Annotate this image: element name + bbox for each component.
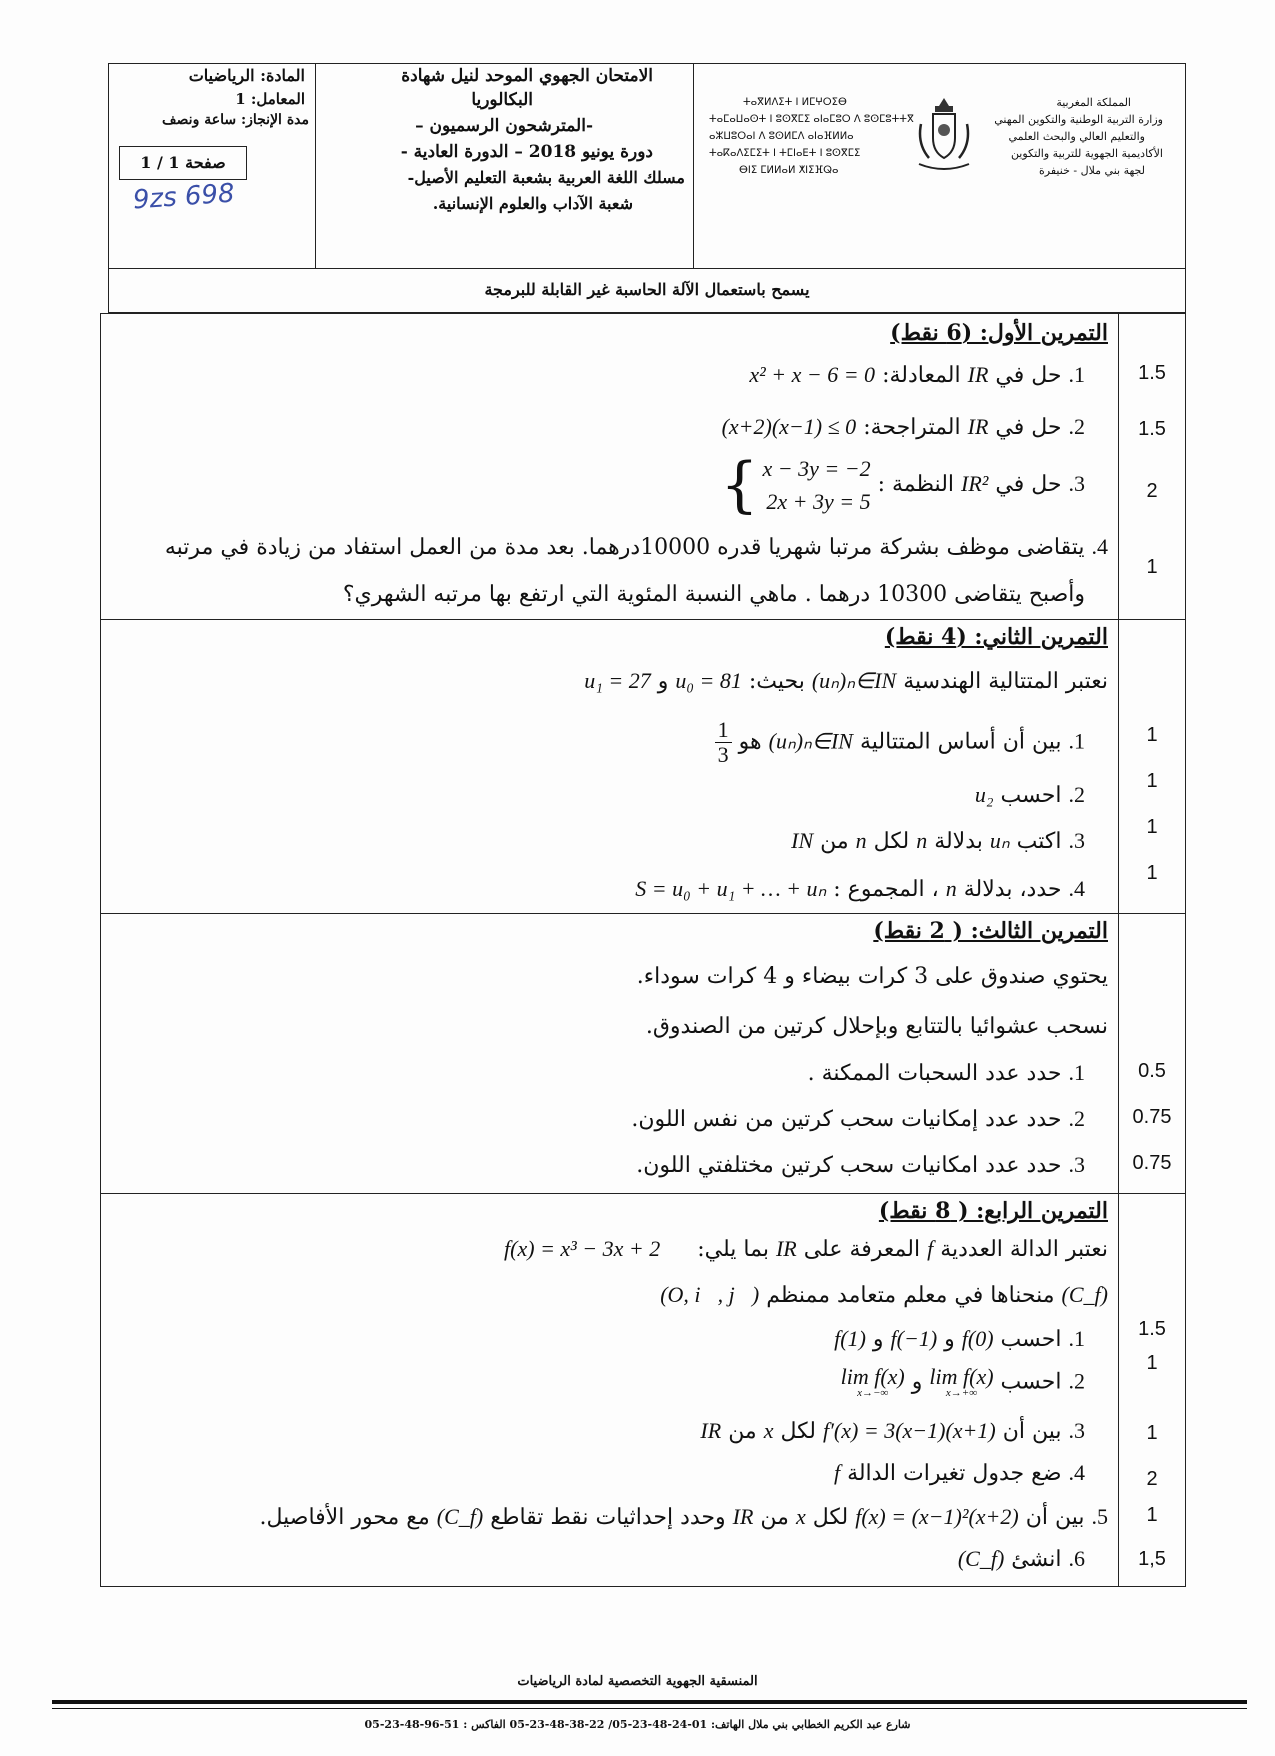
set-symbol: IR [775, 1236, 797, 1261]
exam-branch: شعبة الآداب والعلوم الإنسانية. [432, 194, 633, 213]
intro-text: المعرفة على [803, 1237, 921, 1262]
ministry-tifinagh-line: ⴰⵣⵡⵓⵔⴰⵏ ⴷ ⵓⵙⵍⵎⴷ ⴰⵏⴰⴼⵍⵍⴰ [709, 131, 854, 142]
ex2-question-2 [975, 782, 1085, 808]
question-text: احسب [1000, 783, 1062, 808]
variable-n: n [855, 828, 867, 853]
ex1-question-4-line-1 [165, 534, 1108, 560]
equation-system [720, 452, 870, 518]
exam-session: دورة يونيو 2018 – الدورة العادية - [400, 142, 653, 162]
question-text: من [760, 1505, 789, 1530]
system-equation-2: 2x + 3y = 5 [766, 489, 871, 514]
curve-symbol: (C_f) [1061, 1282, 1108, 1307]
ratio-fraction [715, 718, 732, 767]
variable-x: x [795, 1504, 806, 1529]
question-text: حل في [995, 415, 1062, 440]
and-word: و [911, 1369, 923, 1395]
footer-address: شارع عبد الكريم الخطابي بني ملال الهاتف: 01-24-48-23-05/ 22-38-48-23-05 الفاكس : 51-96-48-23-05 [364, 1718, 911, 1731]
limit-expression: lim f(x) [840, 1364, 905, 1389]
expression: f(1) [834, 1326, 866, 1351]
score-column-divider [1118, 313, 1119, 1587]
curve-symbol: (C_f) [957, 1546, 1005, 1571]
score-value: 1 [1146, 724, 1158, 746]
question-number: 1. [1068, 728, 1085, 754]
equation: x² + x − 6 = 0 [749, 362, 876, 387]
inequality: (x+2)(x−1) ≤ 0 [721, 414, 857, 439]
exercise-3-title: التمرين الثالث: ( 2 نقط) [873, 918, 1108, 944]
question-text: لكل [780, 1419, 816, 1444]
ministry-tifinagh-block [709, 94, 914, 179]
score-value: 0.75 [1132, 1106, 1172, 1128]
variable-n: n [945, 876, 957, 901]
header-ministry [693, 64, 1185, 268]
score-value: 0.5 [1138, 1060, 1166, 1082]
coefficient-label: المعامل: 1 [235, 90, 305, 108]
question-text: حدد، بدلالة [963, 877, 1062, 902]
score-value: 1 [1146, 816, 1158, 838]
set-symbol: IR [732, 1504, 754, 1529]
limit-plus-infinity [929, 1366, 993, 1399]
question-text: حل في [995, 472, 1062, 497]
frame-symbol: (O, i⃗, j⃗) [660, 1282, 760, 1307]
question-number: 3. [1068, 1152, 1085, 1177]
question-text: حدد عدد امكانيات سحب كرتين مختلفتي اللون. [636, 1153, 1062, 1178]
question-number: 4. [1068, 876, 1085, 901]
question-text: حدد عدد السحبات الممكنة . [807, 1061, 1062, 1086]
ex4-question-3 [700, 1418, 1085, 1444]
exercise-1-title: التمرين الأول: (6 نقط) [890, 320, 1108, 346]
question-text: ، المجموع : [833, 877, 939, 902]
question-number: 1. [1068, 362, 1085, 387]
variable-n: n [916, 828, 928, 853]
subject-label: المادة: الرياضيات [188, 66, 305, 85]
ex4-question-1 [834, 1326, 1085, 1352]
question-number: 5. [1091, 1504, 1108, 1529]
ex3-question-2 [631, 1106, 1085, 1132]
sum-formula: S = u₀ + u₁ + … + uₙ [635, 876, 827, 901]
set-symbol: IN [791, 828, 814, 853]
question-text: وحدد إحداثيات نقط تقاطع [490, 1505, 726, 1530]
general-term-symbol: uₙ [989, 828, 1010, 853]
ministry-arabic-block [994, 94, 1163, 179]
section-separator [100, 619, 1186, 620]
question-text: لكل [873, 829, 910, 854]
sequence-symbol: (uₙ)ₙ∈IN [768, 728, 853, 754]
question-text: حل في [995, 363, 1062, 388]
derivative-formula: f′(x) = 3(x−1)(x+1) [823, 1418, 996, 1443]
expression: f(−1) [890, 1326, 938, 1351]
and-word: و [944, 1327, 955, 1352]
footer-coordination: المنسقية الجهوية التخصصية لمادة الرياضيات [517, 1674, 758, 1689]
question-text: المعادلة: [882, 363, 961, 388]
question-text: من [820, 829, 849, 854]
limit-subscript: x→−∞ [857, 1387, 889, 1399]
duration-label: مدة الإنجاز: ساعة ونصف [162, 112, 309, 128]
set-symbol: IR [967, 362, 989, 387]
page-number-box: صفحة 1 / 1 [119, 146, 247, 180]
question-text: احسب [1000, 1369, 1062, 1395]
question-text: انشئ [1011, 1547, 1062, 1572]
curve-symbol: (C_f) [436, 1504, 484, 1529]
function-symbol: f [833, 1460, 841, 1485]
question-number: 2. [1068, 1106, 1085, 1131]
footer-rule [52, 1708, 1247, 1709]
question-number: 1. [1068, 1060, 1085, 1085]
and-word: و [657, 669, 669, 694]
ministry-arabic-line: والتعليم العالي والبحث العلمي [1008, 130, 1145, 143]
question-text: بدلالة [934, 829, 983, 854]
function-symbol: f [927, 1236, 934, 1261]
ex2-question-3 [791, 828, 1085, 854]
score-value: 1 [1146, 1352, 1158, 1374]
question-number: 1. [1068, 1326, 1085, 1351]
ministry-tifinagh-line: ⵜⴰⵎⴰⵡⴰⵙⵜ ⵏ ⵓⵙⴳⵎⵉ ⴰⵏⴰⵎⵓⵔ ⴷ ⵓⵙⵎⵓⵜⵜⴳ [709, 114, 914, 125]
question-text: بين أن [1025, 1505, 1085, 1530]
second-term: u₁ = 27 [584, 668, 651, 693]
exercise-4-title: التمرين الرابع: ( 8 نقط) [878, 1198, 1108, 1224]
function-definition: f(x) = x³ − 3x + 2 [504, 1236, 661, 1261]
score-value: 1 [1146, 770, 1158, 792]
exam-title-line-3: -المترشحون الرسميون – [415, 116, 593, 136]
initial-term: u₀ = 81 [675, 668, 742, 693]
ex3-intro-2: نسحب عشوائيا بالتتابع وبإحلال كرتين من الصندوق. [645, 1014, 1108, 1039]
header-subject-info [109, 64, 316, 268]
ex1-question-2 [722, 414, 1085, 440]
score-value: 1,5 [1138, 1548, 1166, 1570]
score-value: 1.5 [1138, 362, 1166, 384]
question-number: 3. [1068, 828, 1085, 853]
question-number: 2. [1068, 1368, 1085, 1394]
handwritten-code: 9zs 698 [132, 178, 236, 216]
score-value: 1 [1146, 556, 1158, 578]
ministry-arabic-line: لجهة بني ملال - خنيفرة [1039, 164, 1145, 177]
question-text: حدد عدد إمكانيات سحب كرتين من نفس اللون. [631, 1107, 1062, 1132]
ex4-intro-2 [660, 1282, 1108, 1308]
fraction-numerator: 1 [715, 718, 732, 743]
question-text: من [728, 1419, 757, 1444]
limit-subscript: x→+∞ [945, 1387, 978, 1399]
question-text: ضع جدول تغيرات الدالة [847, 1461, 1062, 1486]
and-word: و [872, 1327, 884, 1352]
set-symbol: IR [700, 1418, 722, 1443]
ex2-intro [584, 668, 1108, 694]
ex4-question-2 [841, 1366, 1085, 1399]
intro-text: منحناها في معلم متعامد ممنظم [766, 1283, 1055, 1308]
ministry-tifinagh-line: ⴱⵏⵉ ⵎⵍⵍⴰⵍ ⵅⵏⵉⴼⵕⴰ [739, 165, 839, 176]
term-symbol: u₂ [974, 782, 994, 807]
ministry-arabic-line: وزارة التربية الوطنية والتكوين المهني [994, 113, 1163, 126]
fraction-denominator: 3 [717, 742, 729, 768]
ministry-arabic-line: المملكة المغربية [1056, 96, 1131, 109]
question-number: 4. [1068, 1460, 1085, 1485]
ex1-question-3 [720, 452, 1085, 518]
question-text: هو [738, 729, 762, 755]
section-separator [100, 913, 1186, 914]
variable-x: x [763, 1418, 774, 1443]
score-value: 1.5 [1138, 418, 1166, 440]
question-text: يتقاضى موظف بشركة مرتبا شهريا قدره 10000درهما. بعد مدة من العمل استفاد من زيادة في مرتبه [164, 535, 1085, 560]
ex1-question-1 [749, 362, 1085, 388]
question-number: 3. [1068, 1418, 1085, 1443]
question-number: 3. [1068, 471, 1085, 496]
section-separator [100, 1193, 1186, 1194]
ex3-question-3 [636, 1152, 1085, 1178]
exercise-2-title: التمرين الثاني: (4 نقط) [884, 624, 1108, 650]
ex4-intro-1 [504, 1236, 1108, 1262]
exam-header [108, 63, 1186, 269]
ex2-question-4 [635, 876, 1085, 902]
ex1-question-4-line-2: وأصبح يتقاضى 10300 درهما . ماهي النسبة المئوية التي ارتفع بها مرتبه الشهري؟ [342, 582, 1085, 607]
question-number: 4. [1091, 534, 1108, 559]
system-equation-1: x − 3y = −2 [762, 456, 871, 481]
calculator-note: يسمح باستعمال الآلة الحاسبة غير القابلة للبرمجة [108, 269, 1186, 313]
score-value: 2 [1146, 1468, 1158, 1490]
question-text: النظمة : [877, 472, 955, 497]
ex4-question-5 [259, 1504, 1108, 1530]
exam-title-line-1: الامتحان الجهوي الموحد لنيل شهادة [401, 66, 653, 86]
ministry-tifinagh-line: ⵜⴰⴽⴰⴷⵉⵎⵉⵜ ⵏ ⵜⵎⵏⴰⴹⵜ ⵏ ⵓⵙⴳⵎⵉ [709, 148, 861, 159]
set-symbol: IR [967, 414, 989, 439]
score-value: 1 [1146, 1422, 1158, 1444]
expression: f(0) [961, 1326, 994, 1351]
header-exam-title [315, 64, 694, 268]
intro-text: بما يلي: [697, 1237, 769, 1262]
limit-expression: lim f(x) [929, 1364, 994, 1389]
score-value: 0.75 [1132, 1152, 1172, 1174]
exam-track: مسلك اللغة العربية بشعبة التعليم الأصيل- [407, 168, 685, 187]
ministry-arabic-line: الأكاديمية الجهوية للتربية والتكوين [1010, 147, 1163, 160]
question-number: 2. [1068, 782, 1085, 807]
intro-text: نعتبر الدالة العددية [940, 1237, 1108, 1262]
score-value: 1.5 [1138, 1318, 1166, 1340]
ministry-tifinagh-line: ⵜⴰⴳⵍⴷⵉⵜ ⵏ ⵍⵎⵖⵔⵉⴱ [743, 97, 847, 108]
ex3-intro-1: يحتوي صندوق على 3 كرات بيضاء و 4 كرات سوداء. [636, 964, 1108, 989]
question-text: احسب [1000, 1327, 1062, 1352]
ex2-question-1 [715, 718, 1085, 767]
question-number: 2. [1068, 414, 1085, 439]
question-text: لكل [812, 1505, 849, 1530]
question-text: بين أن أساس المتتالية [859, 729, 1062, 755]
brace-glyph: { [720, 450, 759, 520]
coat-of-arms-icon [915, 94, 973, 174]
ex4-question-4 [834, 1460, 1085, 1486]
question-text: بين أن [1002, 1419, 1062, 1444]
footer-rule [52, 1700, 1247, 1704]
intro-text: بحيث: [748, 669, 805, 694]
score-value: 1 [1146, 1504, 1158, 1526]
question-number: 6. [1068, 1546, 1085, 1571]
set-symbol: IR² [961, 471, 989, 496]
ex3-question-1 [808, 1060, 1085, 1086]
question-text: المتراجحة: [863, 415, 961, 440]
score-value: 1 [1146, 862, 1158, 884]
ex4-question-6 [958, 1546, 1085, 1572]
score-value: 2 [1146, 480, 1158, 502]
sequence-symbol: (uₙ)ₙ∈IN [811, 668, 897, 693]
question-text: اكتب [1016, 829, 1062, 854]
exam-title-line-2: البكالوريا [471, 90, 533, 110]
factored-formula: f(x) = (x−1)²(x+2) [855, 1504, 1019, 1529]
intro-text: نعتبر المتتالية الهندسية [903, 669, 1108, 694]
limit-minus-infinity [841, 1366, 905, 1399]
question-text: مع محور الأفاصيل. [259, 1505, 430, 1530]
